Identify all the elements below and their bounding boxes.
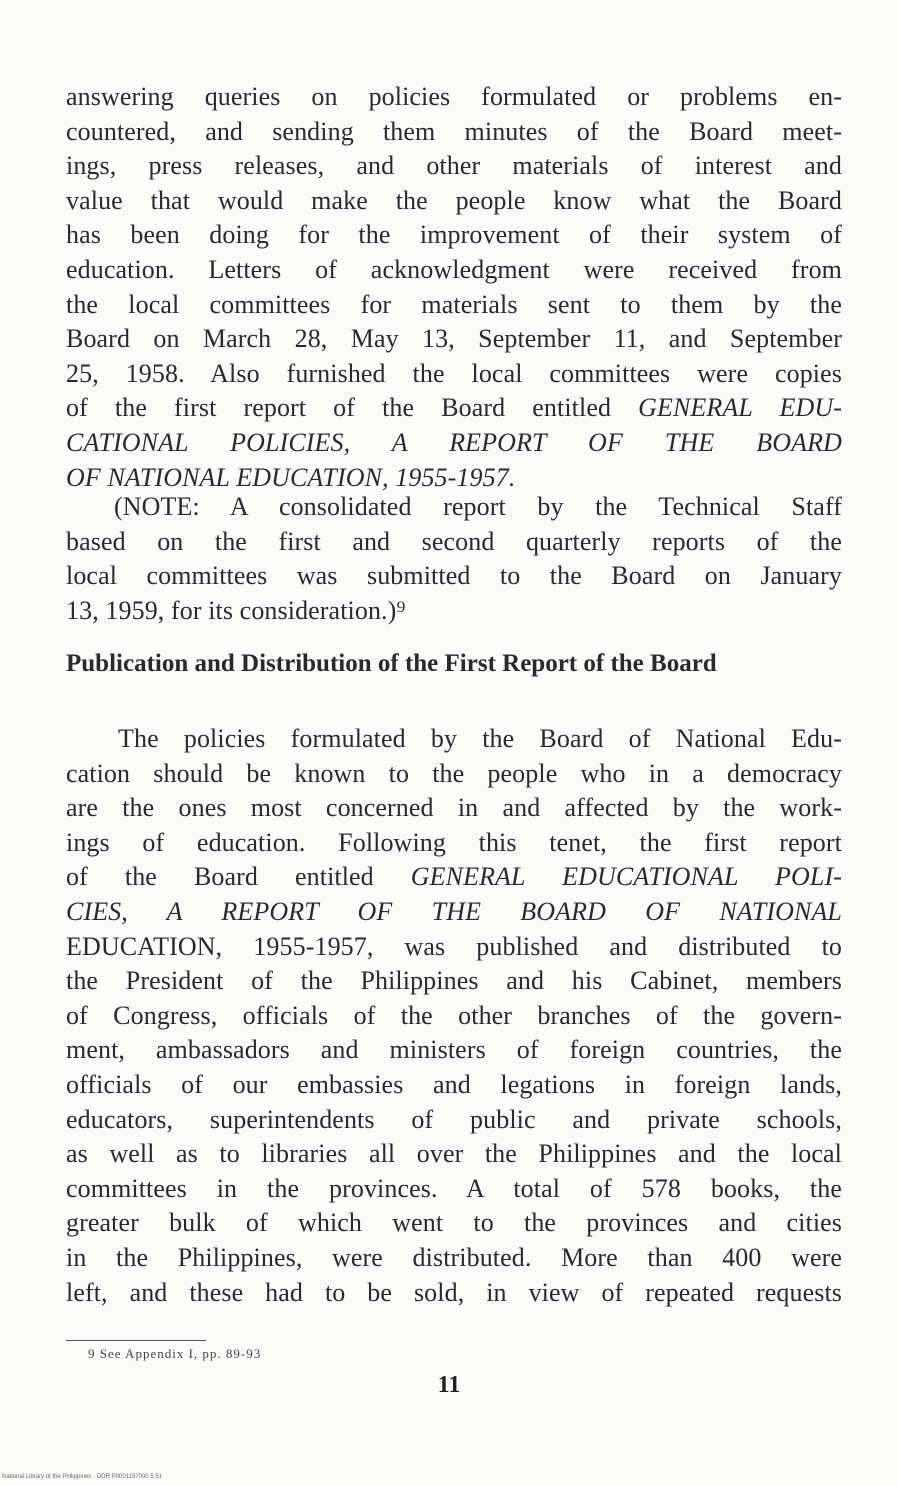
text-line: 13, 1959, for its consideration.)⁹ (66, 595, 406, 625)
text-line: officials of our embassies and legations in foreign lands, (66, 1069, 842, 1099)
title-italic: GENERAL EDUCATIONAL POLI- (410, 862, 842, 892)
text-line: the President of the Philippines and his Cabinet, members (66, 966, 842, 996)
text-line: local committees was submitted to the Board on January (66, 561, 842, 591)
title-italic: CIES, A REPORT OF THE BOARD OF NATIONAL (66, 896, 842, 926)
text-line: The policies formulated by the Board of National Edu- (118, 724, 842, 753)
text-line: countered, and sending them minutes of the Board meet- (66, 116, 842, 146)
paragraph-2 (66, 722, 842, 1310)
text-line: of the first report of the Board entitled GENERAL EDU- (66, 393, 842, 423)
text-line: greater bulk of which went to the provinces and cities (66, 1208, 842, 1238)
title-italic: OF NATIONAL EDUCATION, 1955-1957. (66, 462, 516, 492)
section-heading: Publication and Distribution of the First Report of the Board (66, 650, 717, 677)
text-line: committees in the provinces. A total of 578 books, the (66, 1173, 842, 1203)
title-italic: GENERAL EDU- (638, 393, 842, 423)
text-line: answering queries on policies formulated or problems en- (66, 82, 842, 111)
text-line: (NOTE: A consolidated report by the Technical Staff (114, 492, 842, 521)
text-line: EDUCATION, 1955-1957, was published and distributed to (66, 931, 842, 961)
page-number: 11 (437, 1372, 461, 1398)
text-line: the local committees for materials sent to them by the (66, 289, 842, 319)
text-line: are the ones most concerned in and affected by the work- (66, 793, 842, 823)
text-line: ings, press releases, and other materials of interest and (66, 151, 842, 181)
text-line: of Congress, officials of the other branches of the govern- (66, 1000, 842, 1030)
text-line: value that would make the people know what the Board (66, 185, 842, 215)
footnote: 9 See Appendix I, pp. 89-93 (88, 1346, 262, 1361)
text-line: ment, ambassadors and ministers of foreign countries, the (66, 1035, 842, 1065)
text-line: Board on March 28, May 13, September 11, and September (66, 324, 842, 354)
text-line: cation should be known to the people who in a democracy (66, 758, 842, 788)
paragraph-1 (66, 80, 842, 495)
text-line: in the Philippines, were distributed. More than 400 were (66, 1242, 842, 1272)
text-line: has been doing for the improvement of their system of (66, 220, 842, 250)
text-line: ings of education. Following this tenet, the first report (66, 827, 842, 857)
text-line: based on the first and second quarterly reports of the (66, 526, 842, 556)
title-italic: CATIONAL POLICIES, A REPORT OF THE BOARD (66, 427, 842, 457)
text-line (66, 895, 842, 930)
note-paragraph (66, 490, 842, 628)
text-line: education. Letters of acknowledgment were received from (66, 254, 842, 284)
footnote-divider (66, 1340, 206, 1341)
text-line (66, 426, 842, 461)
text-line: as well as to libraries all over the Philippines and the local (66, 1139, 842, 1169)
text-line: 25, 1958. Also furnished the local committees were copies (66, 358, 842, 388)
scan-credit: National Library of the Philippines · DOR P0001197000 5.51 (2, 1474, 162, 1480)
text-line: educators, superintendents of public and private schools, (66, 1104, 842, 1134)
text-line: of the Board entitled GENERAL EDUCATIONAL POLI- (66, 862, 842, 892)
text-line: left, and these had to be sold, in view of repeated requests (66, 1277, 842, 1307)
